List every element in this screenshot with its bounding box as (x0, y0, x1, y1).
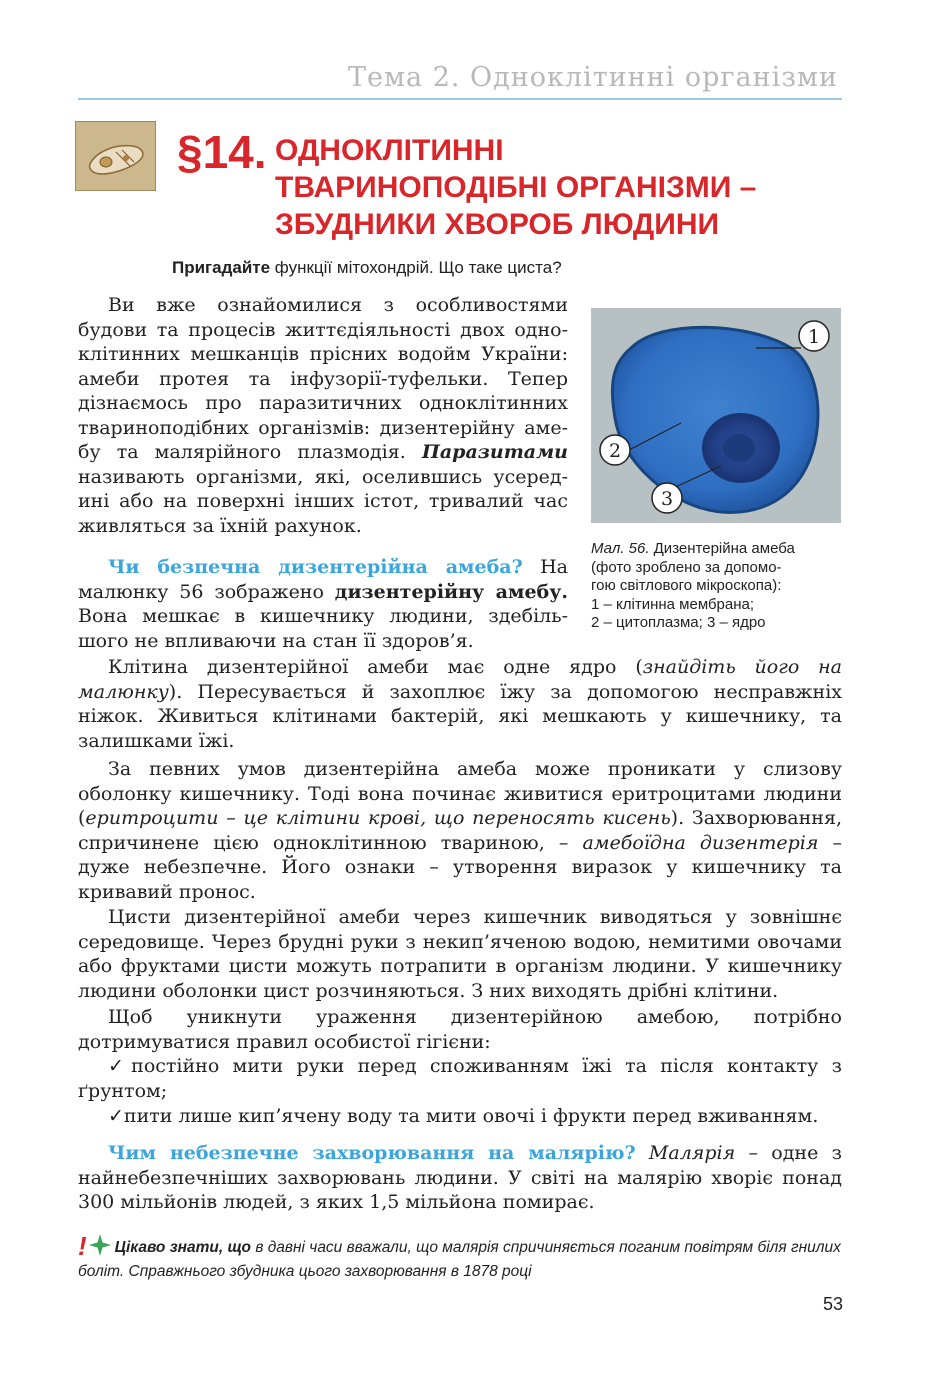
intro-paragraph (78, 293, 568, 538)
label-1: 1 (807, 326, 821, 348)
label-2: 2 (608, 440, 622, 462)
title-line-2: ТВАРИНОПОДІБНІ ОРГАНІЗМИ – (275, 171, 757, 204)
p3-italic: еритроцити – це клітини крові, що переносять кисень (85, 807, 671, 829)
p2-text-b: ). Пересувається й захоплює їжу за допомогою несправжніх ніжок. Живиться клітинами бактерій, які мешкають у кишечнику, та залишками їжі. (78, 680, 842, 752)
p2-italic: знайдіть його на малюнку (78, 656, 843, 703)
paragraph-5: Щоб уникнути ураження дизентерійною амебою, потрібно дотримуватися правил особистої гігієни: (78, 1006, 842, 1053)
intro-line-3: клітинних мешканців прісних водойм України: (78, 343, 568, 365)
amoeba-icon (76, 122, 155, 190)
question1-line4: шого не впливаючи на стан її здоров’я. (78, 629, 474, 652)
p3-text-c: – дуже небезпечне. Його ознаки – утворення виразок у кишечнику та кривавий пронос. (78, 831, 843, 903)
exclamation-icon: ! (78, 1231, 87, 1261)
caption-line-3: гою світлового мікроскопа): (591, 577, 782, 594)
figure-caption (591, 540, 843, 633)
question2-paragraph (78, 1141, 842, 1215)
intro-line-5: дізнаємось про паразитичних одноклітинних (78, 392, 568, 414)
intro-line-4: амеби протея та інфузорії-туфельки. Тепер (78, 367, 568, 390)
question1-line2a: малюнку 56 зображено (78, 580, 335, 603)
page-number: 53 (822, 1294, 843, 1314)
section-number: §14. (177, 126, 267, 178)
label-3: 3 (660, 488, 674, 510)
note-text: в давні часи вважали, що малярія спричиняється поганим повітрям біля гнилих боліт. Справжнього збудника цього захворювання в 1878 році (78, 1239, 841, 1280)
p3-term-amoebic-dysentery: амебоїдна дизентерія (582, 831, 819, 854)
question2-after: – одне з найнебезпечніших захворювань людини. У світі на малярію хворіє понад 300 мільйонів людей, з яких 1,5 мільйона помирає. (78, 1142, 842, 1213)
question1-line3: Вона мешкає в кишечнику людини, здебіль- (78, 605, 568, 627)
intro-line-2: будови та процесів життєдіяльності двох одно- (78, 318, 568, 341)
intro-line-7 (78, 440, 568, 465)
recall-text: функції мітохондрій. Що таке циста? (270, 258, 562, 277)
star-icon (89, 1234, 111, 1256)
amoeba-micrograph (591, 308, 841, 523)
check-item-2: ✓пити лише кип’ячену воду та мити овочі і фрукти перед вживанням. (108, 1105, 819, 1127)
note-bold: Цікаво знати, що (114, 1239, 252, 1256)
recall-bold: Пригадайте (172, 258, 271, 277)
caption-line-2: (фото зроблено за допомо- (591, 558, 782, 576)
p2-text-a: Клітина дизентерійної амеби має одне ядро ( (108, 656, 643, 678)
paragraph-2 (78, 655, 842, 753)
intro-line-7-text: бу та малярійного плазмодія. (78, 441, 406, 463)
caption-label: Мал. 56. (591, 540, 650, 557)
section-icon (75, 121, 156, 191)
term-dysentery-amoeba: дизентерійну амебу. (334, 580, 568, 603)
paragraph-3 (78, 757, 842, 904)
caption-line-1: Дизентерійна амеба (649, 540, 795, 557)
title-line-3: ЗБУДНИКИ ХВОРОБ ЛЮДИНИ (275, 208, 720, 241)
title-line-1: ОДНОКЛІТИННІ (275, 134, 504, 167)
intro-line-10: живляться за їхній рахунок. (78, 514, 362, 537)
question1-heading: Чи безпечна дизентерійна амеба? (108, 556, 523, 578)
check-item-1b: ґрунтом; (78, 1080, 168, 1102)
page-header (78, 58, 842, 100)
question1-after: На (522, 556, 568, 578)
caption-line-5: 2 – цитоплазма; 3 – ядро (591, 614, 766, 631)
p3-text-b: ). Захворювання, спричинене цією одноклітинною твариною, – (78, 807, 842, 854)
caption-line-4: 1 – клітинна мембрана; (591, 595, 755, 613)
check-item-1a: ✓постійно мити руки перед споживанням їжі та після контакту з (108, 1055, 842, 1077)
recall-prompt (172, 258, 562, 278)
intro-line-9: ині або на поверхні інших істот, тривалий час (78, 490, 568, 512)
question1-paragraph (78, 555, 568, 653)
fun-fact-note (78, 1231, 842, 1284)
question2-heading: Чим небезпечне захворювання на малярію? (108, 1142, 636, 1164)
intro-line-8: називають організми, які, оселившись усеред- (78, 465, 568, 488)
intro-line-1: Ви вже ознайомилися з особливостями (108, 294, 568, 316)
intro-line-6: твариноподібних організмів: дизентерійну аме- (78, 416, 568, 439)
term-parasites: Паразитами (421, 441, 568, 463)
paragraph-4: Цисти дизентерійної амеби через кишечник виводяться у зовнішнє середовище. Через брудні руки з некип’яченою водою, немитими овочами або фруктами цисти можуть потрапити в організм людини. У кишечнику людини оболонки цист розчиняються. З них виходять дрібні клітини. (78, 906, 842, 1002)
amoeba-photo (591, 308, 841, 523)
term-malaria: Малярія (648, 1142, 736, 1164)
header-text: Тема 2. Одноклітинні організми (348, 62, 838, 93)
p3-text-a: За певних умов дизентерійна амеба може проникати у слизову оболонку кишечнику. Тоді вона починає живитися еритроцитами людини ( (78, 758, 842, 829)
